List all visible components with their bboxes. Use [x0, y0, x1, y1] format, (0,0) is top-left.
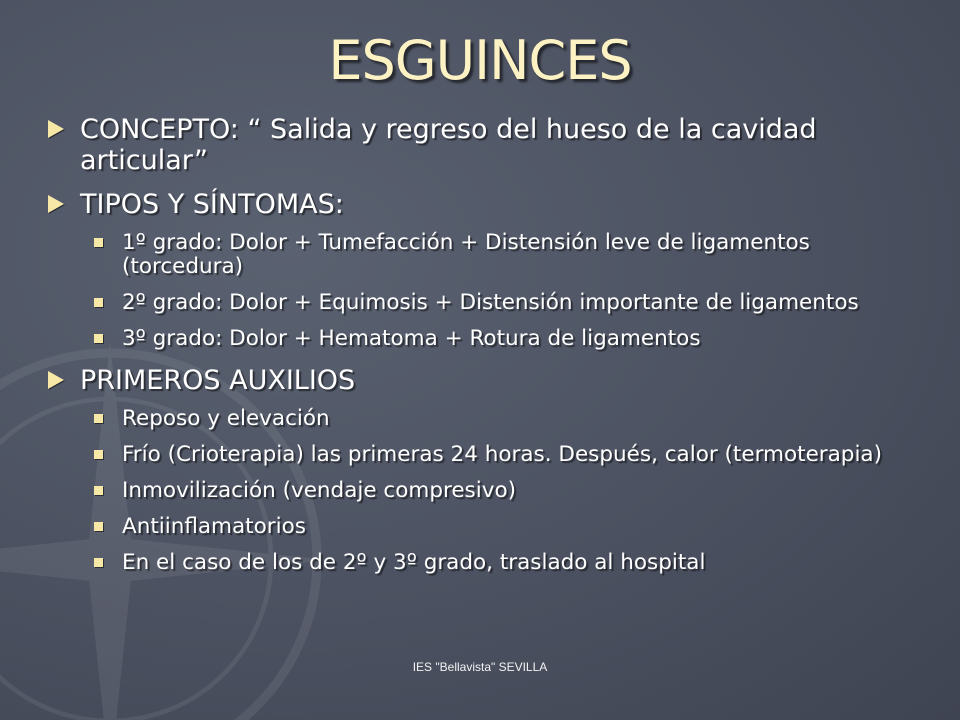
sub-bullet-frio [40, 443, 920, 467]
bullet-tipos-sintomas [40, 189, 920, 220]
square-bullet-icon [94, 486, 103, 495]
sub-bullet-text: 1º grado: Dolor + Tumefacción + Distensión leve de ligamentos (torcedura) [122, 230, 810, 279]
slide-title: ESGUINCES [328, 29, 632, 92]
triangle-bullet-icon [48, 371, 64, 389]
sub-bullet-grado-2 [40, 291, 920, 315]
sub-bullet-text: Antiinflamatorios [122, 514, 306, 539]
sub-bullet-text: 2º grado: Dolor + Equimosis + Distensión importante de ligamentos [122, 290, 859, 315]
sub-bullet-text: 3º grado: Dolor + Hematoma + Rotura de ligamentos [122, 326, 701, 351]
bullet-text: CONCEPTO: “ Salida y regreso del hueso de la cavidad articular” [80, 114, 817, 176]
square-bullet-icon [94, 414, 103, 423]
triangle-bullet-icon [48, 195, 64, 213]
sub-bullet-text: En el caso de los de 2º y 3º grado, traslado al hospital [122, 550, 706, 575]
sub-bullet-antiinflamatorios [40, 515, 920, 539]
bullet-concepto [40, 114, 920, 176]
bullet-list [40, 114, 920, 587]
sub-bullet-text: Reposo y elevación [122, 406, 330, 431]
bullet-text: TIPOS Y SÍNTOMAS: [80, 189, 344, 220]
bullet-text: PRIMEROS AUXILIOS [80, 365, 356, 396]
square-bullet-icon [94, 298, 103, 307]
square-bullet-icon [94, 522, 103, 531]
square-bullet-icon [94, 558, 103, 567]
bullet-primeros-auxilios [40, 365, 920, 396]
square-bullet-icon [94, 334, 103, 343]
sub-bullet-reposo [40, 407, 920, 431]
square-bullet-icon [94, 238, 103, 247]
sub-bullet-traslado [40, 551, 920, 575]
sub-bullet-text: Frío (Crioterapia) las primeras 24 horas. Después, calor (termoterapia) [122, 442, 882, 467]
triangle-bullet-icon [48, 120, 64, 138]
slide-footer: IES "Bellavista" SEVILLA [412, 660, 548, 674]
square-bullet-icon [94, 450, 103, 459]
sub-bullet-text: Inmovilización (vendaje compresivo) [122, 478, 517, 503]
sub-bullet-grado-3 [40, 327, 920, 351]
sub-bullet-grado-1 [40, 231, 920, 279]
sub-bullet-inmovilizacion [40, 479, 920, 503]
